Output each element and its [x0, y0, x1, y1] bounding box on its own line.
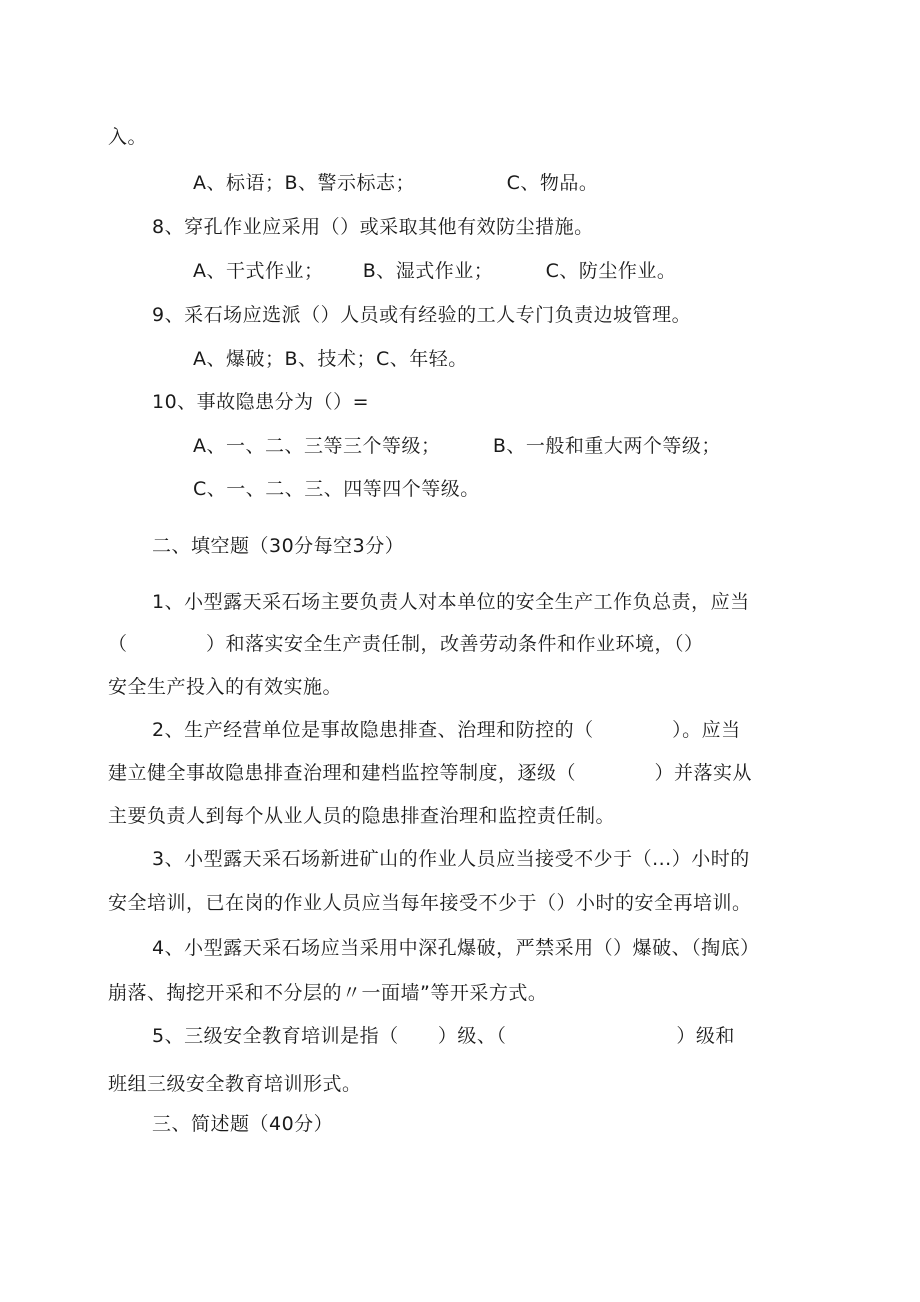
- fill-question-2-line-1: 2、生产经营单位是事故隐患排查、治理和防控的（ ）。应当: [152, 719, 741, 741]
- fill-question-3-line-1: 3、小型露天采石场新进矿山的作业人员应当接受不少于（...）小时的: [152, 848, 750, 870]
- fill-question-4-line-1: 4、小型露天采石场应当采用中深孔爆破，严禁采用（）爆破、（掏底）: [152, 937, 760, 959]
- fill-question-1-line-1: 1、小型露天采石场主要负责人对本单位的安全生产工作负总责，应当: [152, 591, 750, 613]
- fill-question-5-line-1: 5、三级安全教育培训是指（ ）级、（ ）级和: [152, 1025, 735, 1047]
- question-9: 9、采石场应选派（）人员或有经验的工人专门负责边坡管理。: [152, 304, 692, 326]
- section-heading-fill-in: 二、填空题（30分每空3分）: [152, 535, 405, 557]
- text-line-continuation: 入。: [108, 126, 148, 148]
- fill-question-5-line-2: 班组三级安全教育培训形式。: [108, 1073, 362, 1095]
- question-8-options: A、干式作业； B、湿式作业； C、防尘作业。: [193, 260, 677, 282]
- fill-question-2-line-2: 建立健全事故隐患排查治理和建档监控等制度，逐级（ ）并落实从: [108, 762, 752, 784]
- question-8: 8、穿孔作业应采用（）或采取其他有效防尘措施。: [152, 216, 594, 238]
- fill-question-4-line-2: 崩落、掏挖开采和不分层的〃一面墙”等开采方式。: [108, 982, 548, 1004]
- question-10-options-ab: A、一、二、三等三个等级； B、一般和重大两个等级；: [193, 435, 721, 457]
- question-9-options: A、爆破；B、技术；C、年轻。: [193, 348, 468, 370]
- question-10: 10、事故隐患分为（）=: [152, 391, 370, 413]
- question-10-option-c: C、一、二、三、四等四个等级。: [193, 478, 480, 500]
- fill-question-3-line-2: 安全培训，已在岗的作业人员应当每年接受不少于（）小时的安全再培训。: [108, 892, 752, 914]
- fill-question-2-line-3: 主要负责人到每个从业人员的隐患排查治理和监控责任制。: [108, 805, 616, 827]
- section-heading-short-answer: 三、简述题（40分）: [152, 1113, 334, 1135]
- question-7-options: A、标语；B、警示标志； C、物品。: [193, 172, 599, 194]
- fill-question-1-line-3: 安全生产投入的有效实施。: [108, 676, 343, 698]
- fill-question-1-line-2: （ ）和落实安全生产责任制，改善劳动条件和作业环境，（）: [108, 633, 704, 655]
